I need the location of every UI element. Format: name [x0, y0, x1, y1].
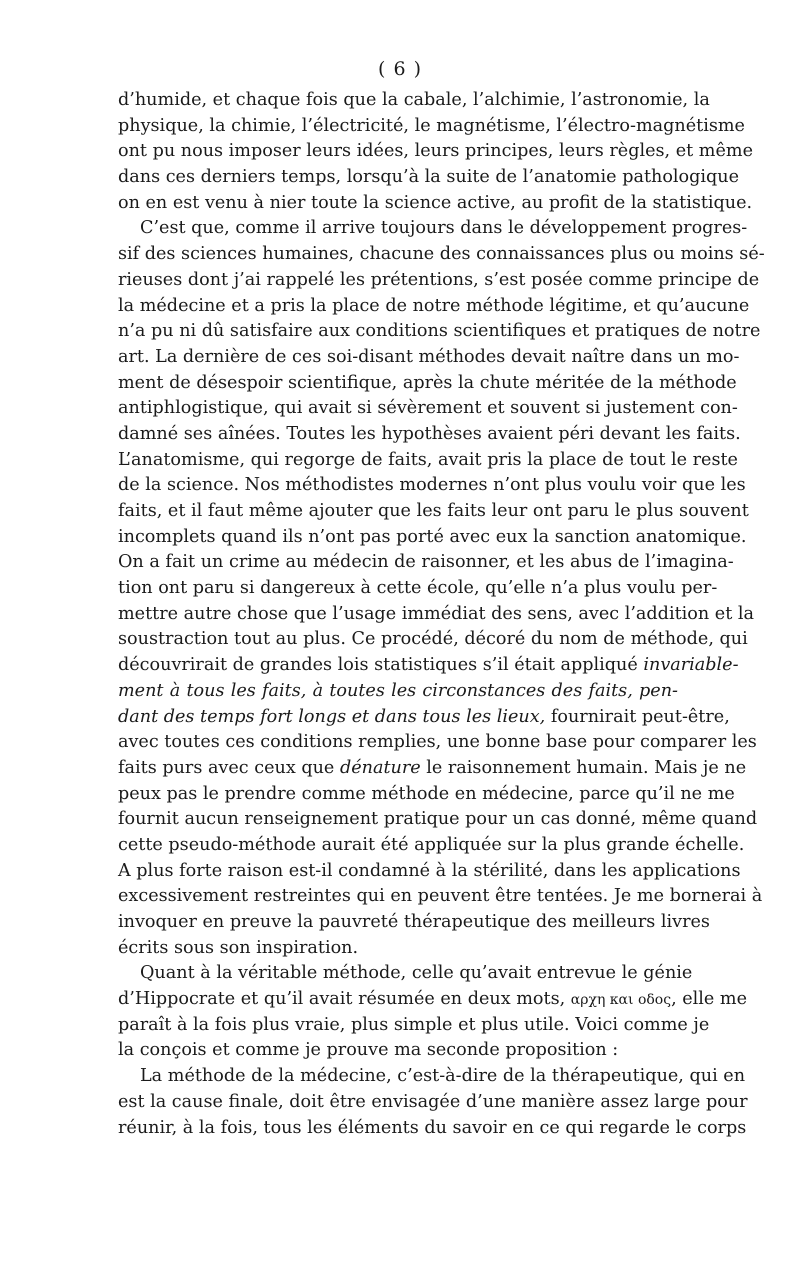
text-line: est la cause finale, doit être envisagée d’une manière assez large pour — [118, 1091, 748, 1112]
text-line: On a fait un crime au médecin de raisonner, et les abus de l’imagina- — [118, 552, 734, 573]
body-text — [118, 88, 765, 1141]
text-line: dant des temps fort longs et dans tous les lieux, fournirait peut-être, — [118, 706, 730, 727]
italic-word: dénature — [339, 757, 421, 778]
text-line: paraît à la fois plus vraie, plus simple et plus utile. Voici comme je — [118, 1014, 710, 1035]
text-line: soustraction tout au plus. Ce procédé, décoré du nom de méthode, qui — [118, 629, 748, 650]
text-line: ment de désespoir scientifique, après la chute méritée de la méthode — [118, 372, 737, 393]
text-line: d’Hippocrate et qu’il avait résumée en deux mots, αρχη και οδος, elle me — [118, 989, 748, 1010]
text-line: rieuses dont j’ai rappelé les prétentions, s’est posée comme principe de — [118, 269, 760, 290]
text-line: peux pas le prendre comme méthode en médecine, parce qu’il ne me — [118, 783, 735, 804]
text-line: dans ces derniers temps, lorsqu’à la suite de l’anatomie pathologique — [118, 167, 740, 188]
text-line: ont pu nous imposer leurs idées, leurs principes, leurs règles, et même — [118, 141, 753, 162]
text-line: art. La dernière de ces soi-disant méthodes devait naître dans un mo- — [118, 346, 740, 367]
text-line: faits purs avec ceux que dénature le raisonnement humain. Mais je ne — [118, 757, 747, 778]
italic-phrase: dant des temps fort longs et dans tous les lieux, — [118, 706, 546, 727]
text-line: d’humide, et chaque fois que la cabale, l’alchimie, l’astronomie, la — [118, 90, 710, 110]
text-line: la médecine et a pris la place de notre méthode légitime, et qu’aucune — [118, 295, 750, 316]
text-line: réunir, à la fois, tous les éléments du savoir en ce qui regarde le corps — [118, 1117, 747, 1138]
text-line: excessivement restreintes qui en peuvent être tentées. Je me bornerai à — [118, 886, 763, 907]
text-line: mettre autre chose que l’usage immédiat des sens, avec l’addition et la — [118, 603, 754, 624]
text-line: de la science. Nos méthodistes modernes n’ont plus voulu voir que les — [118, 475, 746, 496]
text-line: sif des sciences humaines, chacune des connaissances plus ou moins sé- — [118, 244, 765, 265]
text-line: n’a pu ni dû satisfaire aux conditions scientifiques et pratiques de notre — [118, 321, 761, 342]
text-line: fournit aucun renseignement pratique pour un cas donné, même quand — [118, 809, 758, 830]
text-line: découvrirait de grandes lois statistiques s’il était appliqué invariable- — [118, 655, 739, 676]
text-line: on en est venu à nier toute la science active, au profit de la statistique. — [118, 192, 753, 213]
text-line: invoquer en preuve la pauvreté thérapeutique des meilleurs livres — [118, 912, 710, 932]
text-line: C’est que, comme il arrive toujours dans le développement progres- — [140, 218, 748, 239]
text-line: Quant à la véritable méthode, celle qu’avait entrevue le génie — [140, 963, 693, 984]
italic-phrase: invariable- — [643, 655, 739, 676]
text-line: antiphlogistique, qui avait si sévèrement et souvent si justement con- — [118, 398, 738, 419]
page-number: ( 6 ) — [378, 58, 422, 80]
text-line: physique, la chimie, l’électricité, le magnétisme, l’électro-magnétisme — [118, 115, 745, 136]
text-line: la conçois et comme je prouve ma seconde proposition : — [118, 1040, 619, 1061]
text-line: écrits sous son inspiration. — [118, 937, 359, 958]
text-line: cette pseudo-méthode aurait été appliquée sur la plus grande échelle. — [118, 834, 745, 855]
text-line: A plus forte raison est-il condamné à la stérilité, dans les applications — [118, 860, 741, 881]
text-line: avec toutes ces conditions remplies, une bonne base pour comparer les — [118, 732, 757, 753]
text-line: ment à tous les faits, à toutes les circonstances des faits, pen- — [118, 680, 678, 701]
text-line: L’anatomisme, qui regorge de faits, avait pris la place de tout le reste — [118, 449, 738, 470]
text-line: incomplets quand ils n’ont pas porté avec eux la sanction anatomique. — [118, 526, 747, 547]
text-line: La méthode de la médecine, c’est-à-dire de la thérapeutique, qui en — [140, 1066, 746, 1087]
greek-phrase: αρχη και οδος — [570, 992, 672, 1009]
text-line: tion ont paru si dangereux à cette école, qu’elle n’a plus voulu per- — [118, 578, 718, 599]
text-line: faits, et il faut même ajouter que les faits leur ont paru le plus souvent — [118, 501, 749, 521]
text-line: damné ses aînées. Toutes les hypothèses avaient péri devant les faits. — [118, 423, 741, 444]
